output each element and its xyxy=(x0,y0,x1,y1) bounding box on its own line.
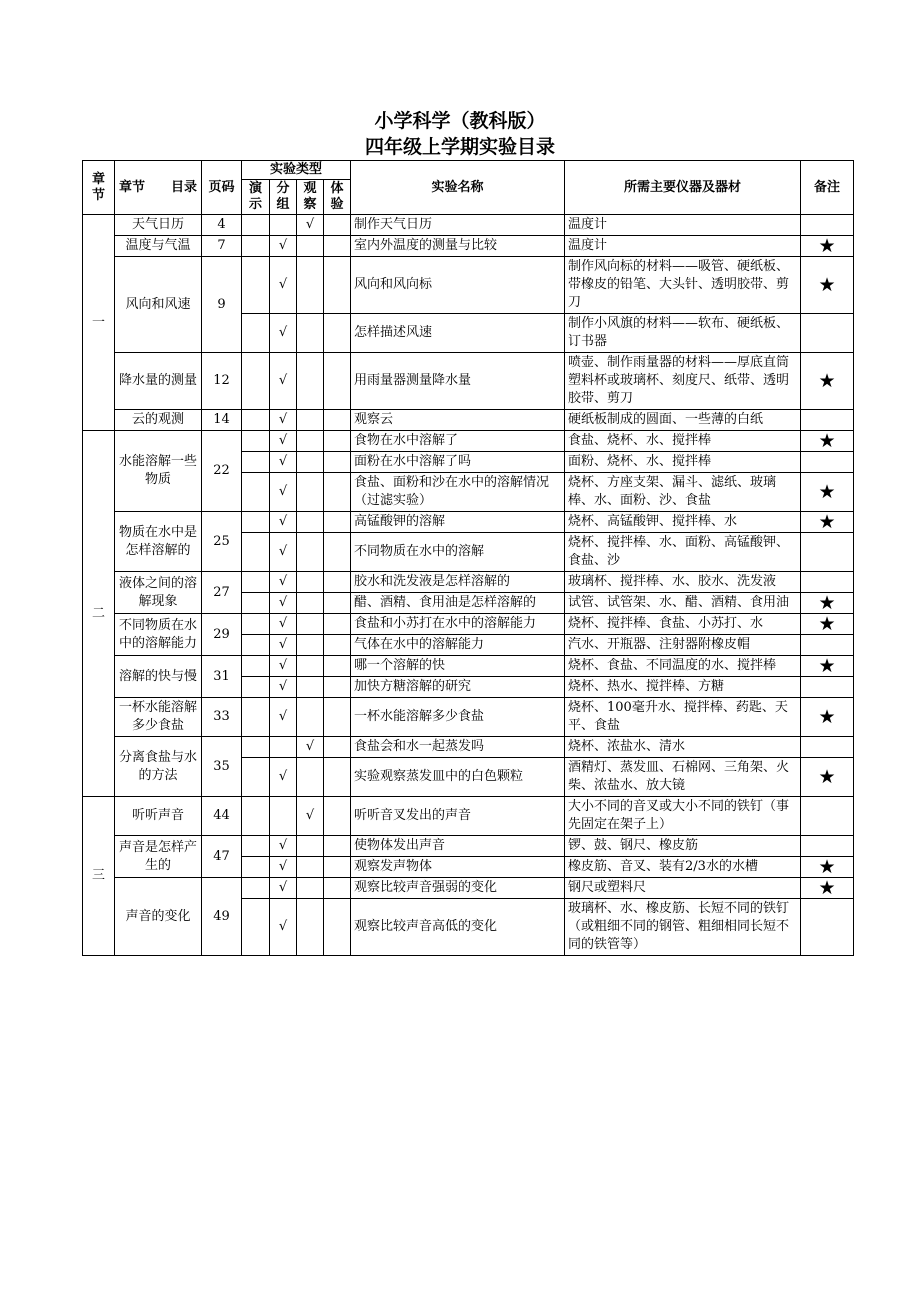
type-group-cell: √ xyxy=(270,452,297,473)
type-demo-cell xyxy=(242,353,270,410)
type-demo-cell xyxy=(242,677,270,698)
page-subtitle: 四年级上学期实验目录 xyxy=(364,136,555,158)
remark-star: ★ xyxy=(801,878,854,899)
type-experience-cell xyxy=(324,656,351,677)
type-experience-cell xyxy=(324,758,351,797)
section-title: 液体之间的溶解现象 xyxy=(115,572,202,614)
type-observe-cell xyxy=(297,758,324,797)
experiment-name: 面粉在水中溶解了吗 xyxy=(351,452,565,473)
type-experience-cell xyxy=(324,857,351,878)
experiment-materials: 烧杯、方座支架、漏斗、滤纸、玻璃棒、水、面粉、沙、食盐 xyxy=(565,473,801,512)
experiment-name: 听听音叉发出的声音 xyxy=(351,797,565,836)
experiment-materials: 温度计 xyxy=(565,215,801,236)
type-group-cell: √ xyxy=(270,857,297,878)
type-observe-cell xyxy=(297,677,324,698)
remark-star: ★ xyxy=(801,758,854,797)
type-group-cell: √ xyxy=(270,236,297,257)
section-title: 声音是怎样产生的 xyxy=(115,836,202,878)
type-demo-cell xyxy=(242,410,270,431)
type-group-cell: √ xyxy=(270,431,297,452)
chapter-label: 二 xyxy=(83,431,115,797)
type-experience-cell xyxy=(324,572,351,593)
type-group-cell: √ xyxy=(270,698,297,737)
type-demo-cell xyxy=(242,635,270,656)
experiment-materials: 试管、试管架、水、醋、酒精、食用油 xyxy=(565,593,801,614)
type-demo-cell xyxy=(242,452,270,473)
type-demo-cell xyxy=(242,656,270,677)
remark-star: ★ xyxy=(801,512,854,533)
header-section: 章节 目录 xyxy=(115,161,202,215)
experiment-materials: 烧杯、食盐、不同温度的水、搅拌棒 xyxy=(565,656,801,677)
remark-star xyxy=(801,677,854,698)
table-row xyxy=(83,236,854,257)
type-demo-cell xyxy=(242,314,270,353)
type-demo-cell xyxy=(242,215,270,236)
type-experience-cell xyxy=(324,512,351,533)
type-demo-cell xyxy=(242,512,270,533)
type-demo-cell xyxy=(242,431,270,452)
section-title: 声音的变化 xyxy=(115,878,202,956)
experiment-name: 一杯水能溶解多少食盐 xyxy=(351,698,565,737)
type-experience-cell xyxy=(324,836,351,857)
page-number: 33 xyxy=(202,698,242,737)
page-number: 31 xyxy=(202,656,242,698)
section-title: 降水量的测量 xyxy=(115,353,202,410)
type-observe-cell xyxy=(297,410,324,431)
type-observe-cell xyxy=(297,899,324,956)
experiment-materials: 大小不同的音叉或大小不同的铁钉（事先固定在架子上） xyxy=(565,797,801,836)
experiment-name: 不同物质在水中的溶解 xyxy=(351,533,565,572)
chapter-label: 一 xyxy=(83,215,115,431)
experiment-name: 怎样描述风速 xyxy=(351,314,565,353)
type-group-cell: √ xyxy=(270,473,297,512)
section-title: 一杯水能溶解多少食盐 xyxy=(115,698,202,737)
type-observe-cell xyxy=(297,857,324,878)
type-observe-cell xyxy=(297,236,324,257)
experiment-materials: 烧杯、搅拌棒、食盐、小苏打、水 xyxy=(565,614,801,635)
experiment-name: 气体在水中的溶解能力 xyxy=(351,635,565,656)
header-chapter: 章节 xyxy=(83,161,115,215)
remark-star xyxy=(801,572,854,593)
type-experience-cell xyxy=(324,797,351,836)
type-group-cell: √ xyxy=(270,353,297,410)
section-title: 水能溶解一些物质 xyxy=(115,431,202,512)
experiment-name: 制作天气日历 xyxy=(351,215,565,236)
header-exp-type: 实验类型 xyxy=(242,161,351,180)
experiment-materials: 玻璃杯、水、橡皮筋、长短不同的铁钉（或粗细不同的钢管、粗细相同长短不同的铁管等） xyxy=(565,899,801,956)
header-materials: 所需主要仪器及器材 xyxy=(565,161,801,215)
page-number: 12 xyxy=(202,353,242,410)
type-experience-cell xyxy=(324,452,351,473)
type-group-cell: √ xyxy=(270,614,297,635)
page-number: 29 xyxy=(202,614,242,656)
type-demo-cell xyxy=(242,737,270,758)
header-page: 页码 xyxy=(202,161,242,215)
type-group-cell: √ xyxy=(270,878,297,899)
experiment-name: 哪一个溶解的快 xyxy=(351,656,565,677)
page-number: 27 xyxy=(202,572,242,614)
experiment-materials: 酒精灯、蒸发皿、石棉网、三角架、火柴、浓盐水、放大镜 xyxy=(565,758,801,797)
experiment-name: 高锰酸钾的溶解 xyxy=(351,512,565,533)
type-group-cell: √ xyxy=(270,899,297,956)
remark-star xyxy=(801,215,854,236)
type-demo-cell xyxy=(242,899,270,956)
type-observe-cell xyxy=(297,656,324,677)
experiment-materials: 橡皮筋、音叉、装有2/3水的水槽 xyxy=(565,857,801,878)
remark-star: ★ xyxy=(801,614,854,635)
table-row xyxy=(83,698,854,737)
page-number: 49 xyxy=(202,878,242,956)
experiment-name: 观察比较声音高低的变化 xyxy=(351,899,565,956)
page-number: 14 xyxy=(202,410,242,431)
type-demo-cell xyxy=(242,614,270,635)
type-experience-cell xyxy=(324,236,351,257)
experiment-materials: 烧杯、高锰酸钾、搅拌棒、水 xyxy=(565,512,801,533)
type-experience-cell xyxy=(324,410,351,431)
experiment-materials: 硬纸板制成的圆面、一些薄的白纸 xyxy=(565,410,801,431)
type-experience-cell xyxy=(324,737,351,758)
type-experience-cell xyxy=(324,878,351,899)
remark-star xyxy=(801,797,854,836)
page-number: 25 xyxy=(202,512,242,572)
type-demo-cell xyxy=(242,857,270,878)
table-row xyxy=(83,257,854,314)
type-experience-cell xyxy=(324,314,351,353)
type-experience-cell xyxy=(324,899,351,956)
experiment-materials: 烧杯、100毫升水、搅拌棒、药匙、天平、食盐 xyxy=(565,698,801,737)
experiment-name: 观察比较声音强弱的变化 xyxy=(351,878,565,899)
type-observe-cell: √ xyxy=(297,737,324,758)
type-group-cell: √ xyxy=(270,572,297,593)
experiment-name: 使物体发出声音 xyxy=(351,836,565,857)
experiment-name: 风向和风向标 xyxy=(351,257,565,314)
section-title: 物质在水中是怎样溶解的 xyxy=(115,512,202,572)
page-number: 4 xyxy=(202,215,242,236)
type-observe-cell xyxy=(297,353,324,410)
experiment-materials: 烧杯、热水、搅拌棒、方糖 xyxy=(565,677,801,698)
type-demo-cell xyxy=(242,236,270,257)
type-experience-cell xyxy=(324,677,351,698)
catalog-body xyxy=(83,215,854,956)
type-observe-cell xyxy=(297,614,324,635)
experiment-name: 食盐会和水一起蒸发吗 xyxy=(351,737,565,758)
experiment-name: 食物在水中溶解了 xyxy=(351,431,565,452)
table-row xyxy=(83,572,854,593)
type-group-cell: √ xyxy=(270,314,297,353)
table-row xyxy=(83,353,854,410)
remark-star xyxy=(801,410,854,431)
table-row xyxy=(83,410,854,431)
type-demo-cell xyxy=(242,572,270,593)
type-experience-cell xyxy=(324,614,351,635)
type-group-cell: √ xyxy=(270,677,297,698)
type-experience-cell xyxy=(324,353,351,410)
type-group-cell xyxy=(270,797,297,836)
remark-star xyxy=(801,737,854,758)
experiment-name: 食盐、面粉和沙在水中的溶解情况（过滤实验） xyxy=(351,473,565,512)
experiment-name: 实验观察蒸发皿中的白色颗粒 xyxy=(351,758,565,797)
table-row xyxy=(83,215,854,236)
page-titles xyxy=(0,108,920,160)
section-title: 温度与气温 xyxy=(115,236,202,257)
type-observe-cell xyxy=(297,314,324,353)
type-observe-cell xyxy=(297,698,324,737)
type-demo-cell xyxy=(242,797,270,836)
type-experience-cell xyxy=(324,593,351,614)
type-demo-cell xyxy=(242,257,270,314)
remark-star: ★ xyxy=(801,593,854,614)
type-demo-cell xyxy=(242,533,270,572)
table-row xyxy=(83,431,854,452)
type-observe-cell xyxy=(297,635,324,656)
experiment-materials: 烧杯、浓盐水、清水 xyxy=(565,737,801,758)
remark-star xyxy=(801,452,854,473)
type-observe-cell xyxy=(297,452,324,473)
type-experience-cell xyxy=(324,215,351,236)
page-number: 9 xyxy=(202,257,242,353)
remark-star: ★ xyxy=(801,431,854,452)
header-demo: 演示 xyxy=(242,180,270,215)
table-row xyxy=(83,797,854,836)
type-observe-cell: √ xyxy=(297,797,324,836)
type-group-cell: √ xyxy=(270,512,297,533)
type-group-cell: √ xyxy=(270,257,297,314)
experiment-materials: 制作小风旗的材料——软布、硬纸板、订书器 xyxy=(565,314,801,353)
type-demo-cell xyxy=(242,698,270,737)
type-observe-cell xyxy=(297,533,324,572)
remark-star xyxy=(801,836,854,857)
type-observe-cell xyxy=(297,572,324,593)
type-group-cell: √ xyxy=(270,635,297,656)
remark-star: ★ xyxy=(801,473,854,512)
section-title: 天气日历 xyxy=(115,215,202,236)
type-observe-cell xyxy=(297,878,324,899)
type-group-cell: √ xyxy=(270,410,297,431)
experiment-catalog-table xyxy=(82,160,854,956)
section-title: 分离食盐与水的方法 xyxy=(115,737,202,797)
header-remark: 备注 xyxy=(801,161,854,215)
experiment-materials: 温度计 xyxy=(565,236,801,257)
type-demo-cell xyxy=(242,836,270,857)
type-experience-cell xyxy=(324,533,351,572)
type-experience-cell xyxy=(324,431,351,452)
experiment-materials: 烧杯、搅拌棒、水、面粉、高锰酸钾、食盐、沙 xyxy=(565,533,801,572)
type-demo-cell xyxy=(242,593,270,614)
section-title: 不同物质在水中的溶解能力 xyxy=(115,614,202,656)
experiment-name: 加快方糖溶解的研究 xyxy=(351,677,565,698)
page-number: 44 xyxy=(202,797,242,836)
type-demo-cell xyxy=(242,878,270,899)
type-experience-cell xyxy=(324,698,351,737)
remark-star: ★ xyxy=(801,698,854,737)
experiment-name: 观察云 xyxy=(351,410,565,431)
type-observe-cell xyxy=(297,431,324,452)
header-experience: 体验 xyxy=(324,180,351,215)
type-observe-cell: √ xyxy=(297,215,324,236)
type-demo-cell xyxy=(242,758,270,797)
type-experience-cell xyxy=(324,257,351,314)
type-group-cell: √ xyxy=(270,656,297,677)
type-group-cell: √ xyxy=(270,593,297,614)
page-number: 7 xyxy=(202,236,242,257)
experiment-name: 胶水和洗发液是怎样溶解的 xyxy=(351,572,565,593)
experiment-materials: 玻璃杯、搅拌棒、水、胶水、洗发液 xyxy=(565,572,801,593)
remark-star xyxy=(801,899,854,956)
page-number: 22 xyxy=(202,431,242,512)
page-number: 47 xyxy=(202,836,242,878)
header-observe: 观察 xyxy=(297,180,324,215)
section-title: 听听声音 xyxy=(115,797,202,836)
table-row xyxy=(83,512,854,533)
table-row xyxy=(83,836,854,857)
header-group: 分组 xyxy=(270,180,297,215)
type-observe-cell xyxy=(297,473,324,512)
table-row xyxy=(83,656,854,677)
type-group-cell: √ xyxy=(270,533,297,572)
type-experience-cell xyxy=(324,635,351,656)
table-row xyxy=(83,737,854,758)
page-title: 小学科学（教科版） xyxy=(374,110,546,132)
experiment-name: 食盐和小苏打在水中的溶解能力 xyxy=(351,614,565,635)
remark-star: ★ xyxy=(801,353,854,410)
table-row xyxy=(83,614,854,635)
type-experience-cell xyxy=(324,473,351,512)
experiment-materials: 锣、鼓、钢尺、橡皮筋 xyxy=(565,836,801,857)
remark-star xyxy=(801,314,854,353)
type-observe-cell xyxy=(297,257,324,314)
type-group-cell: √ xyxy=(270,836,297,857)
type-observe-cell xyxy=(297,836,324,857)
experiment-name: 用雨量器测量降水量 xyxy=(351,353,565,410)
table-row xyxy=(83,878,854,899)
remark-star: ★ xyxy=(801,656,854,677)
experiment-name: 观察发声物体 xyxy=(351,857,565,878)
experiment-materials: 食盐、烧杯、水、搅拌棒 xyxy=(565,431,801,452)
section-title: 溶解的快与慢 xyxy=(115,656,202,698)
chapter-label: 三 xyxy=(83,797,115,956)
experiment-name: 醋、酒精、食用油是怎样溶解的 xyxy=(351,593,565,614)
experiment-materials: 汽水、开瓶器、注射器附橡皮帽 xyxy=(565,635,801,656)
type-observe-cell xyxy=(297,593,324,614)
type-demo-cell xyxy=(242,473,270,512)
section-title: 云的观测 xyxy=(115,410,202,431)
header-name: 实验名称 xyxy=(351,161,565,215)
remark-star xyxy=(801,635,854,656)
remark-star: ★ xyxy=(801,236,854,257)
header-row-1 xyxy=(83,161,854,180)
type-group-cell xyxy=(270,737,297,758)
remark-star: ★ xyxy=(801,857,854,878)
type-observe-cell xyxy=(297,512,324,533)
type-group-cell xyxy=(270,215,297,236)
remark-star: ★ xyxy=(801,257,854,314)
remark-star xyxy=(801,533,854,572)
experiment-name: 室内外温度的测量与比较 xyxy=(351,236,565,257)
experiment-materials: 钢尺或塑料尺 xyxy=(565,878,801,899)
experiment-materials: 制作风向标的材料——吸管、硬纸板、带橡皮的铅笔、大头针、透明胶带、剪刀 xyxy=(565,257,801,314)
page-number: 35 xyxy=(202,737,242,797)
experiment-materials: 面粉、烧杯、水、搅拌棒 xyxy=(565,452,801,473)
section-title: 风向和风速 xyxy=(115,257,202,353)
type-group-cell: √ xyxy=(270,758,297,797)
experiment-materials: 喷壶、制作雨量器的材料——厚底直筒塑料杯或玻璃杯、刻度尺、纸带、透明胶带、剪刀 xyxy=(565,353,801,410)
